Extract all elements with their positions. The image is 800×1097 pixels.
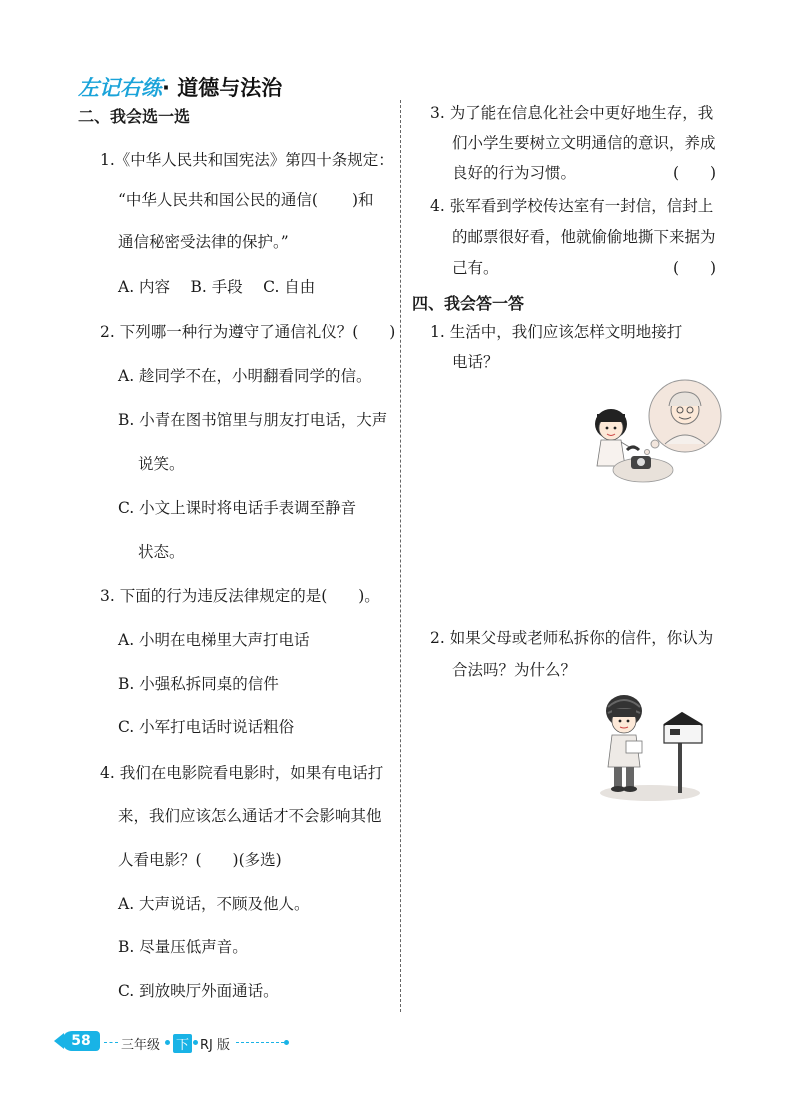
q1-line2: “中华人民共和国公民的通信( )和 bbox=[118, 191, 374, 209]
footer-term: 下 bbox=[173, 1034, 192, 1053]
girl-on-phone-illustration bbox=[585, 378, 725, 496]
footer-dash-left bbox=[104, 1042, 118, 1043]
answer1-line1: 1. 生活中，我们应该怎样文明地接打 bbox=[430, 323, 683, 341]
q1-line1: 1.《中华人民共和国宪法》第四十条规定： bbox=[100, 151, 394, 169]
q3-option-b: B. 小强私拆同桌的信件 bbox=[118, 675, 279, 693]
judge4-line1: 4. 张军看到学校传达室有一封信，信封上 bbox=[430, 197, 714, 215]
brand-main: 左记右练 bbox=[78, 76, 162, 100]
q2-option-c-cont: 状态。 bbox=[138, 543, 185, 561]
footer-dot bbox=[165, 1040, 170, 1045]
column-divider bbox=[400, 100, 401, 1012]
q2-option-b: B. 小青在图书馆里与朋友打电话，大声 bbox=[118, 411, 388, 429]
footer-edition: RJ 版 bbox=[200, 1038, 230, 1053]
judge4-line2: 的邮票很好看，他就偷偷地撕下来据为 bbox=[452, 228, 716, 246]
judge3-line1: 3. 为了能在信息化社会中更好地生存，我 bbox=[430, 104, 714, 122]
q2-option-a: A. 趁同学不在，小明翻看同学的信。 bbox=[118, 367, 372, 385]
brand-title bbox=[78, 72, 282, 102]
q2-option-b-cont: 说笑。 bbox=[138, 455, 185, 473]
q1-line3: 通信秘密受法律的保护。” bbox=[118, 233, 289, 251]
q4-line2: 来，我们应该怎么通话才不会影响其他 bbox=[118, 807, 382, 825]
answer1-line2: 电话？ bbox=[452, 353, 499, 371]
page-number: 58 bbox=[62, 1031, 100, 1051]
judge4-answer-paren[interactable]: ( ) bbox=[673, 259, 717, 277]
q4-line3: 人看电影？( )(多选) bbox=[118, 851, 282, 869]
q3-option-c: C. 小军打电话时说话粗俗 bbox=[118, 718, 295, 736]
footer-dash-right bbox=[236, 1042, 284, 1043]
q4-option-b: B. 尽量压低声音。 bbox=[118, 938, 248, 956]
q3-stem: 3. 下面的行为违反法律规定的是( )。 bbox=[100, 587, 380, 605]
judge3-line2: 们小学生要树立文明通信的意识，养成 bbox=[452, 134, 716, 152]
footer-end-dot bbox=[284, 1040, 289, 1045]
answer2-line1: 2. 如果父母或老师私拆你的信件，你认为 bbox=[430, 629, 714, 647]
q4-line1: 4. 我们在电影院看电影时，如果有电话打 bbox=[100, 764, 384, 782]
section-choose-title: 二、我会选一选 bbox=[78, 107, 191, 126]
judge3-line3: 良好的行为习惯。 bbox=[452, 164, 577, 182]
footer-grade: 三年级 bbox=[121, 1038, 161, 1053]
section-answer-title: 四、我会答一答 bbox=[412, 294, 525, 313]
judge3-answer-paren[interactable]: ( ) bbox=[673, 164, 717, 182]
q1-options: A. 内容 B. 手段 C. 自由 bbox=[118, 278, 316, 296]
boy-mailbox-illustration bbox=[590, 685, 720, 805]
judge4-line3: 己有。 bbox=[452, 259, 499, 277]
answer2-line2: 合法吗？为什么？ bbox=[452, 661, 577, 679]
q2-stem: 2. 下列哪一种行为遵守了通信礼仪？( ) bbox=[100, 323, 396, 341]
footer-dot bbox=[193, 1040, 198, 1045]
q3-option-a: A. 小明在电梯里大声打电话 bbox=[118, 631, 310, 649]
brand-sub: · 道德与法治 bbox=[162, 76, 283, 100]
q4-option-c: C. 到放映厅外面通话。 bbox=[118, 982, 279, 1000]
q4-option-a: A. 大声说话，不顾及他人。 bbox=[118, 895, 310, 913]
q2-option-c: C. 小文上课时将电话手表调至静音 bbox=[118, 499, 357, 517]
